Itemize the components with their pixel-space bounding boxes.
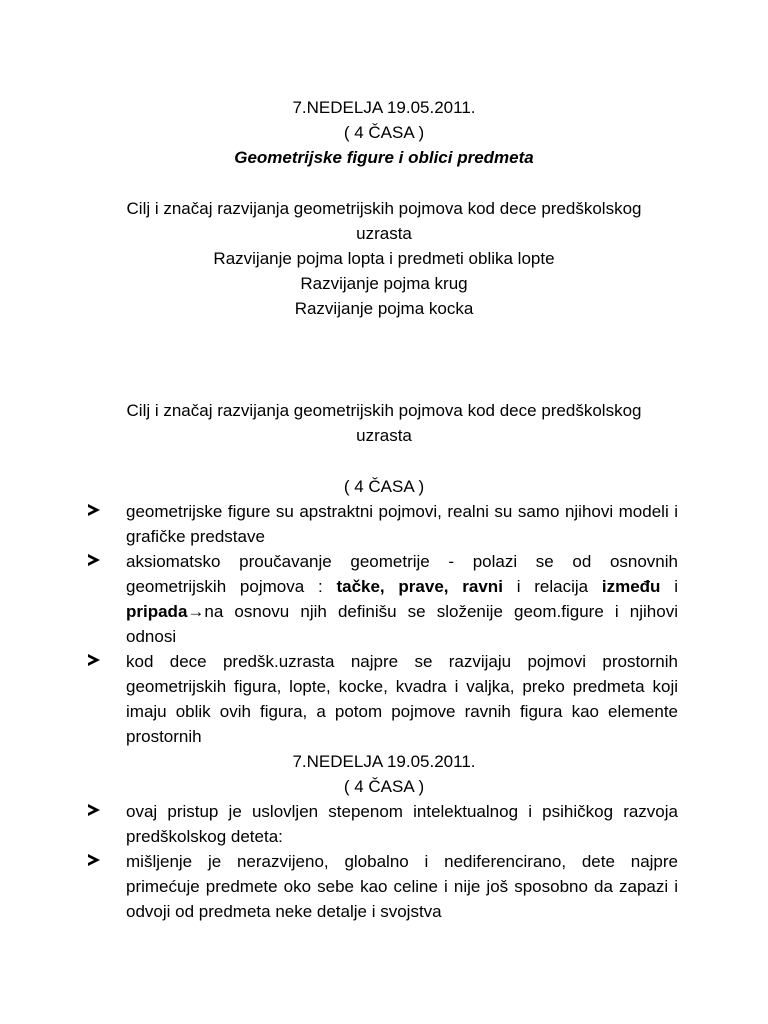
bold-term: tačke, prave, ravni — [336, 577, 503, 596]
list-item: aksiomatsko proučavanje geometrije - polazi se od osnovnih geometrijskih pojmova : tačke, prave, ravni i relacija između i pripada→na osnovu njih definišu se složenije geom.figure i njihovi odnosi — [88, 549, 678, 649]
subsection-title: Cilj i značaj razvijanja geometrijskih pojmova kod dece predškolskog — [126, 401, 642, 420]
arrow-bullet-icon — [88, 654, 100, 666]
subsection-title: uzrasta — [356, 426, 412, 445]
week-heading: 7.NEDELJA 19.05.2011. — [292, 98, 476, 117]
hours-label: ( 4 ČASA ) — [343, 123, 425, 142]
list-item: geometrijske figure su apstraktni pojmovi, realni su samo njihovi modeli i grafičke predstave — [88, 499, 678, 549]
list-item: kod dece predšk.uzrasta najpre se razvijaju pojmovi prostornih geometrijskih figura, lopte, kocke, kvadra i valjka, preko predmeta koji imaju oblik ovih figura, a potom pojmove ravnih figura kao elemente prostornih — [88, 649, 678, 749]
arrow-bullet-icon — [88, 804, 100, 816]
list-item: mišljenje je nerazvijeno, globalno i nediferencirano, dete najpre primećuje predmete oko sebe kao celine i nije još sposobno da zapazi i odvoji od predmeta neke detalje i svojstva — [88, 849, 678, 924]
topic-line: Razvijanje pojma krug — [300, 274, 468, 293]
topic-line: Razvijanje pojma lopta i predmeti oblika lopte — [213, 249, 555, 268]
section-title: Geometrijske figure i oblici predmeta — [234, 148, 534, 167]
topic-line: Razvijanje pojma kocka — [294, 299, 474, 318]
arrow-bullet-icon — [88, 554, 100, 566]
topic-line: Cilj i značaj razvijanja geometrijskih pojmova kod dece predškolskog — [126, 199, 642, 218]
arrow-bullet-icon — [88, 854, 100, 866]
bold-term: pripada→ — [126, 602, 205, 621]
list-item: ovaj pristup je uslovljen stepenom intelektualnog i psihičkog razvoja predškolskog deteta: — [88, 799, 678, 849]
topic-line: uzrasta — [356, 224, 412, 243]
bullet-list — [88, 799, 678, 924]
week-heading: 7.NEDELJA 19.05.2011. — [292, 752, 476, 771]
hours-label: ( 4 ČASA ) — [343, 777, 425, 796]
bullet-list — [88, 499, 678, 749]
bold-term: između — [601, 577, 661, 596]
hours-label: ( 4 ČASA ) — [343, 477, 425, 496]
arrow-bullet-icon — [88, 504, 100, 516]
